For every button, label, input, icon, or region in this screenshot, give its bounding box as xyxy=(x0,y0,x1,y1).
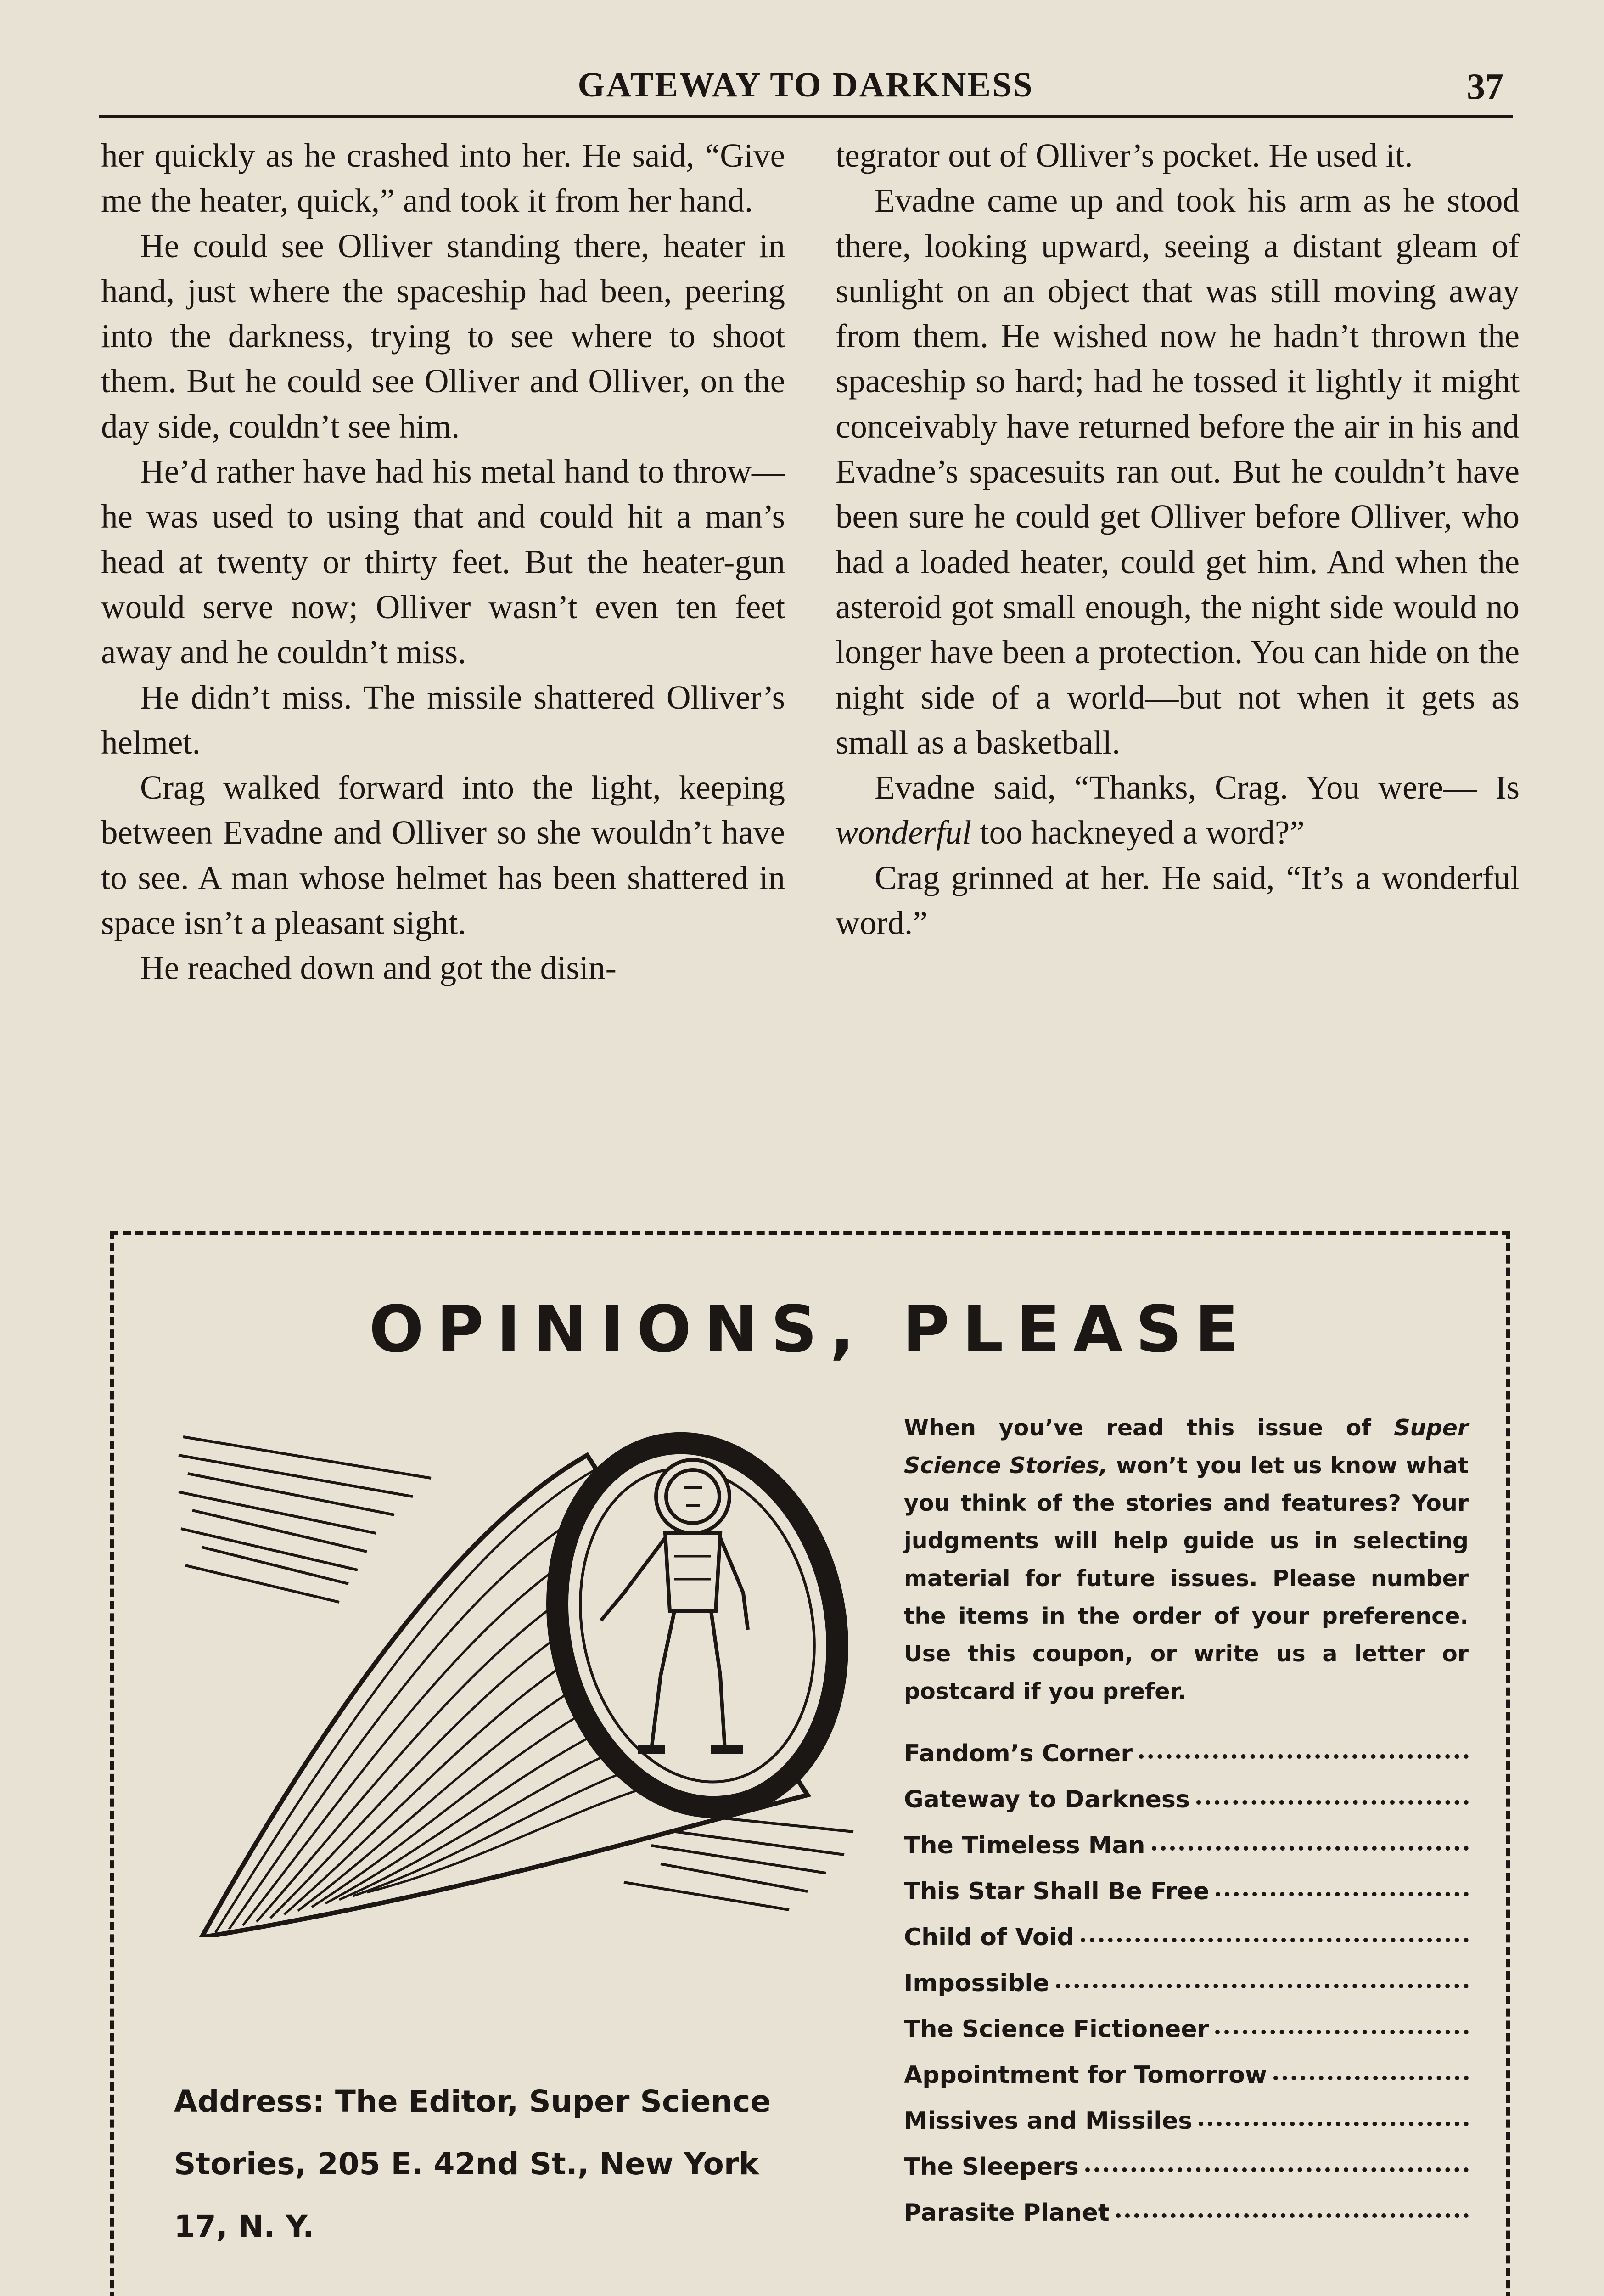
editor-address xyxy=(174,2071,863,2258)
story-title: Appointment for Tomorrow xyxy=(904,2061,1267,2089)
right-column xyxy=(836,133,1520,945)
text-run: too hackneyed a word?” xyxy=(971,814,1305,851)
paragraph: He reached down and got the disin- xyxy=(140,949,617,987)
story-ranking-list xyxy=(904,1731,1469,2236)
running-title: GATEWAY TO DARKNESS xyxy=(578,66,1034,104)
paragraph: her quickly as he crashed into her. He said, “Give me the heater, quick,” and took it from her hand. xyxy=(101,137,785,219)
paragraph: He’d rather have had his metal hand to throw—he was used to using that and could hit a man’s head at twenty or thirty feet. But the heater-gun would serve now; Olliver wasn’t even ten feet away and he couldn’t miss. xyxy=(101,453,785,671)
rank-entry-line[interactable] xyxy=(1152,1841,1469,1851)
story-title: This Star Shall Be Free xyxy=(904,1878,1210,1905)
story-title: The Timeless Man xyxy=(904,1832,1145,1859)
running-head xyxy=(99,60,1513,118)
address-line: Address: The Editor, Super Science xyxy=(174,2084,771,2119)
text-run: won’t you let us know what you think of the stories and features? Your judgments will help guide us in selecting material for future issues. Please number the items in the order of your preference. Use this coupon, or write us a letter or postcard if you prefer. xyxy=(904,1452,1469,1705)
story-item xyxy=(904,1777,1469,1823)
story-item xyxy=(904,1914,1469,1960)
opinions-coupon xyxy=(110,1231,1510,2296)
astronaut-vortex-illustration xyxy=(174,1418,918,1937)
text-run: When you’ve read this issue of xyxy=(904,1415,1394,1441)
story-item xyxy=(904,1960,1469,2006)
story-item xyxy=(904,1868,1469,1914)
rank-entry-line[interactable] xyxy=(1085,2163,1469,2172)
story-item xyxy=(904,2006,1469,2052)
ad-body-text xyxy=(904,1409,1469,1711)
rank-entry-line[interactable] xyxy=(1081,1933,1469,1942)
story-item xyxy=(904,2190,1469,2236)
story-item xyxy=(904,2144,1469,2190)
paragraph: Evadne came up and took his arm as he stood there, looking upward, seeing a distant gleam of sunlight on an object that was still moving away from them. He wished now he hadn’t thrown the spaceship so hard; had he tossed it lightly it might conceivably have returned before the air in his and Evadne’s spacesuits ran out. But he couldn’t have been sure he could get Olliver before Olliver, who had a loaded heater, could get him. And when the asteroid got small enough, the night side would no longer have been a protection. You can hide on the night side of a world—but not when it gets as small as a basketball. xyxy=(836,182,1520,761)
paragraph: He could see Olliver standing there, heater in hand, just where the spaceship had been, peering into the darkness, trying to see where to shoot them. But he could see Olliver and Olliver, on the day side, couldn’t see him. xyxy=(101,227,785,445)
story-title: The Science Fictioneer xyxy=(904,2015,1209,2043)
story-title: Parasite Planet xyxy=(904,2199,1110,2227)
rank-entry-line[interactable] xyxy=(1273,2071,1469,2080)
paragraph: He didn’t miss. The missile shattered Olliver’s helmet. xyxy=(101,678,785,761)
left-column xyxy=(101,133,785,991)
ad-heading: OPINIONS, PLEASE xyxy=(369,1292,1252,1367)
story-item xyxy=(904,2098,1469,2144)
magazine-title: Super Science Stories, xyxy=(904,1415,1469,1479)
rank-entry-line[interactable] xyxy=(1116,2209,1469,2218)
paragraph: tegrator out of Olliver’s pocket. He used it. xyxy=(836,137,1413,174)
rank-entry-line[interactable] xyxy=(1056,1979,1469,1988)
paragraph xyxy=(836,765,1520,855)
emphasized-word: wonderful xyxy=(836,814,972,851)
address-line: Stories, 205 E. 42nd St., New York xyxy=(174,2146,759,2182)
rank-entry-line[interactable] xyxy=(1139,1750,1469,1759)
text-run: Evadne said, “Thanks, Crag. You were— Is xyxy=(875,769,1520,806)
rank-entry-line[interactable] xyxy=(1215,2025,1469,2034)
story-title: Missives and Missiles xyxy=(904,2107,1193,2135)
paragraph: Crag walked forward into the light, keeping between Evadne and Olliver so she wouldn’t have to see. A man whose helmet has been shattered in space isn’t a pleasant sight. xyxy=(101,769,785,942)
story-title: Gateway to Darkness xyxy=(904,1786,1190,1813)
address-line: 17, N. Y. xyxy=(174,2209,314,2244)
story-title: Impossible xyxy=(904,1970,1049,1997)
rank-entry-line[interactable] xyxy=(1199,2117,1469,2126)
story-title: Fandom’s Corner xyxy=(904,1740,1133,1767)
story-item xyxy=(904,1823,1469,1868)
rank-entry-line[interactable] xyxy=(1196,1795,1469,1805)
story-title: The Sleepers xyxy=(904,2153,1079,2181)
page-number: 37 xyxy=(1467,67,1503,107)
rank-entry-line[interactable] xyxy=(1216,1887,1469,1896)
paragraph: Crag grinned at her. He said, “It’s a wonderful word.” xyxy=(836,859,1520,942)
story-item xyxy=(904,1731,1469,1777)
story-title: Child of Void xyxy=(904,1924,1074,1951)
story-item xyxy=(904,2052,1469,2098)
